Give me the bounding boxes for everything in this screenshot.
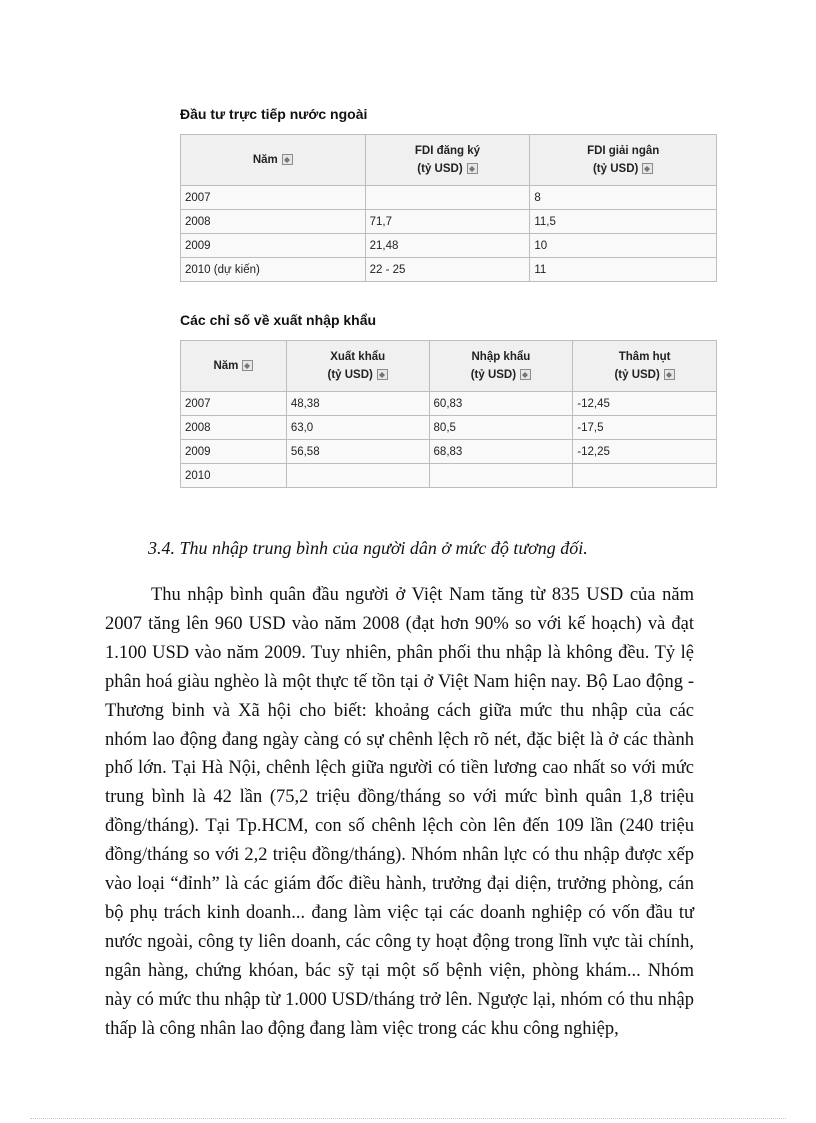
- trade-header-export-label: Xuất khẩu: [330, 351, 386, 363]
- table-cell: 2010 (dự kiến): [181, 258, 366, 282]
- fdi-header-disbursed-label: FDI giải ngân: [587, 145, 660, 157]
- trade-header-deficit-label: Thâm hụt: [618, 351, 671, 363]
- table-cell: 2007: [181, 186, 366, 210]
- table-cell: 68,83: [429, 440, 573, 464]
- sort-icon[interactable]: [377, 369, 388, 380]
- table-cell: -17,5: [573, 416, 717, 440]
- table-cell: 21,48: [365, 234, 530, 258]
- table-cell: [429, 464, 573, 488]
- table-cell: -12,25: [573, 440, 717, 464]
- sort-icon[interactable]: [642, 163, 653, 174]
- table-cell: 2007: [181, 392, 287, 416]
- table-row: [181, 186, 717, 210]
- fdi-header-row: [181, 135, 717, 186]
- table-row: [181, 258, 717, 282]
- table-row: [181, 416, 717, 440]
- trade-header-year-label: Năm: [213, 360, 239, 372]
- trade-table: [180, 340, 717, 488]
- trade-header-export[interactable]: [286, 341, 429, 392]
- table-row: [181, 392, 717, 416]
- table-cell: 56,58: [286, 440, 429, 464]
- section-heading: 3.4. Thu nhập trung bình của người dân ở mức độ tương đối.: [148, 538, 588, 558]
- table-cell: 11: [530, 258, 717, 282]
- fdi-table-block: [180, 106, 717, 282]
- table-cell: 10: [530, 234, 717, 258]
- trade-header-year[interactable]: [181, 341, 287, 392]
- fdi-header-registered-unit: (tỷ USD): [417, 163, 463, 175]
- table-cell: 2008: [181, 210, 366, 234]
- sort-icon[interactable]: [242, 360, 253, 371]
- body-paragraph: Thu nhập bình quân đầu người ở Việt Nam tăng từ 835 USD của năm 2007 tăng lên 960 USD vào năm 2008 (đạt hơn 90% so với kế hoạch) và đạt 1.100 USD vào năm 2009. Tuy nhiên, phân phối thu nhập là không đều. Tỷ lệ phân hoá giàu nghèo là một thực tế tồn tại ở Việt Nam hiện nay. Bộ Lao động - Thương binh và Xã hội cho biết: khoảng cách giữa mức thu nhập của các nhóm lao động đang ngày càng có sự chênh lệch rõ nét, đặc biệt là ở các thành phố lớn. Tại Hà Nội, chênh lệch giữa người có tiền lương cao nhất so với mức trung bình là 42 lần (75,2 triệu đồng/tháng so với mức bình quân 1,8 triệu đồng/tháng). Tại Tp.HCM, con số chênh lệch còn lên đến 109 lần (240 triệu đồng/tháng so với 2,2 triệu đồng/tháng). Nhóm nhân lực có thu nhập được xếp vào loại “đỉnh” là các giám đốc điều hành, trưởng đại diện, trưởng phòng, cán bộ phụ trách kinh doanh... đang làm việc tại các doanh nghiệp có vốn đầu tư nước ngoài, công ty liên doanh, các công ty hoạt động trong lĩnh vực tài chính, ngân hàng, chứng khóan, bác sỹ tại một số bệnh viện, phòng khám... Nhóm này có mức thu nhập từ 1.000 USD/tháng trở lên. Ngược lại, nhóm có thu nhập thấp là công nhân lao động đang làm việc trong các khu công nghiệp,: [105, 585, 694, 1039]
- table-cell: [286, 464, 429, 488]
- sort-icon[interactable]: [520, 369, 531, 380]
- fdi-table-title: Đầu tư trực tiếp nước ngoài: [180, 106, 368, 122]
- fdi-table: [180, 134, 717, 282]
- table-cell: 60,83: [429, 392, 573, 416]
- table-cell: 71,7: [365, 210, 530, 234]
- trade-header-import-label: Nhập khẩu: [471, 351, 531, 363]
- table-cell: 11,5: [530, 210, 717, 234]
- fdi-header-registered-label: FDI đăng ký: [414, 145, 481, 157]
- fdi-header-year-label: Năm: [252, 154, 278, 166]
- table-row: [181, 210, 717, 234]
- trade-header-row: [181, 341, 717, 392]
- table-row: [181, 440, 717, 464]
- fdi-header-disbursed[interactable]: [530, 135, 717, 186]
- trade-table-title: Các chỉ số về xuất nhập khẩu: [180, 312, 377, 328]
- trade-table-block: [180, 312, 717, 488]
- table-cell: 2009: [181, 234, 366, 258]
- table-cell: 63,0: [286, 416, 429, 440]
- table-cell: 80,5: [429, 416, 573, 440]
- sort-icon[interactable]: [467, 163, 478, 174]
- fdi-header-registered[interactable]: [365, 135, 530, 186]
- table-cell: [365, 186, 530, 210]
- sort-icon[interactable]: [664, 369, 675, 380]
- trade-header-import-unit: (tỷ USD): [470, 369, 517, 381]
- trade-header-deficit[interactable]: [573, 341, 717, 392]
- table-cell: 2008: [181, 416, 287, 440]
- trade-header-deficit-unit: (tỷ USD): [614, 369, 660, 381]
- table-cell: 22 - 25: [365, 258, 530, 282]
- page-divider: [30, 1118, 786, 1119]
- fdi-header-year[interactable]: [181, 135, 366, 186]
- table-cell: 48,38: [286, 392, 429, 416]
- table-cell: -12,45: [573, 392, 717, 416]
- table-cell: [573, 464, 717, 488]
- trade-header-import[interactable]: [429, 341, 573, 392]
- table-row: [181, 464, 717, 488]
- table-cell: 2010: [181, 464, 287, 488]
- table-row: [181, 234, 717, 258]
- sort-icon[interactable]: [282, 154, 293, 165]
- table-cell: 8: [530, 186, 717, 210]
- table-cell: 2009: [181, 440, 287, 464]
- fdi-header-disbursed-unit: (tỷ USD): [592, 163, 639, 175]
- trade-header-export-unit: (tỷ USD): [327, 369, 373, 381]
